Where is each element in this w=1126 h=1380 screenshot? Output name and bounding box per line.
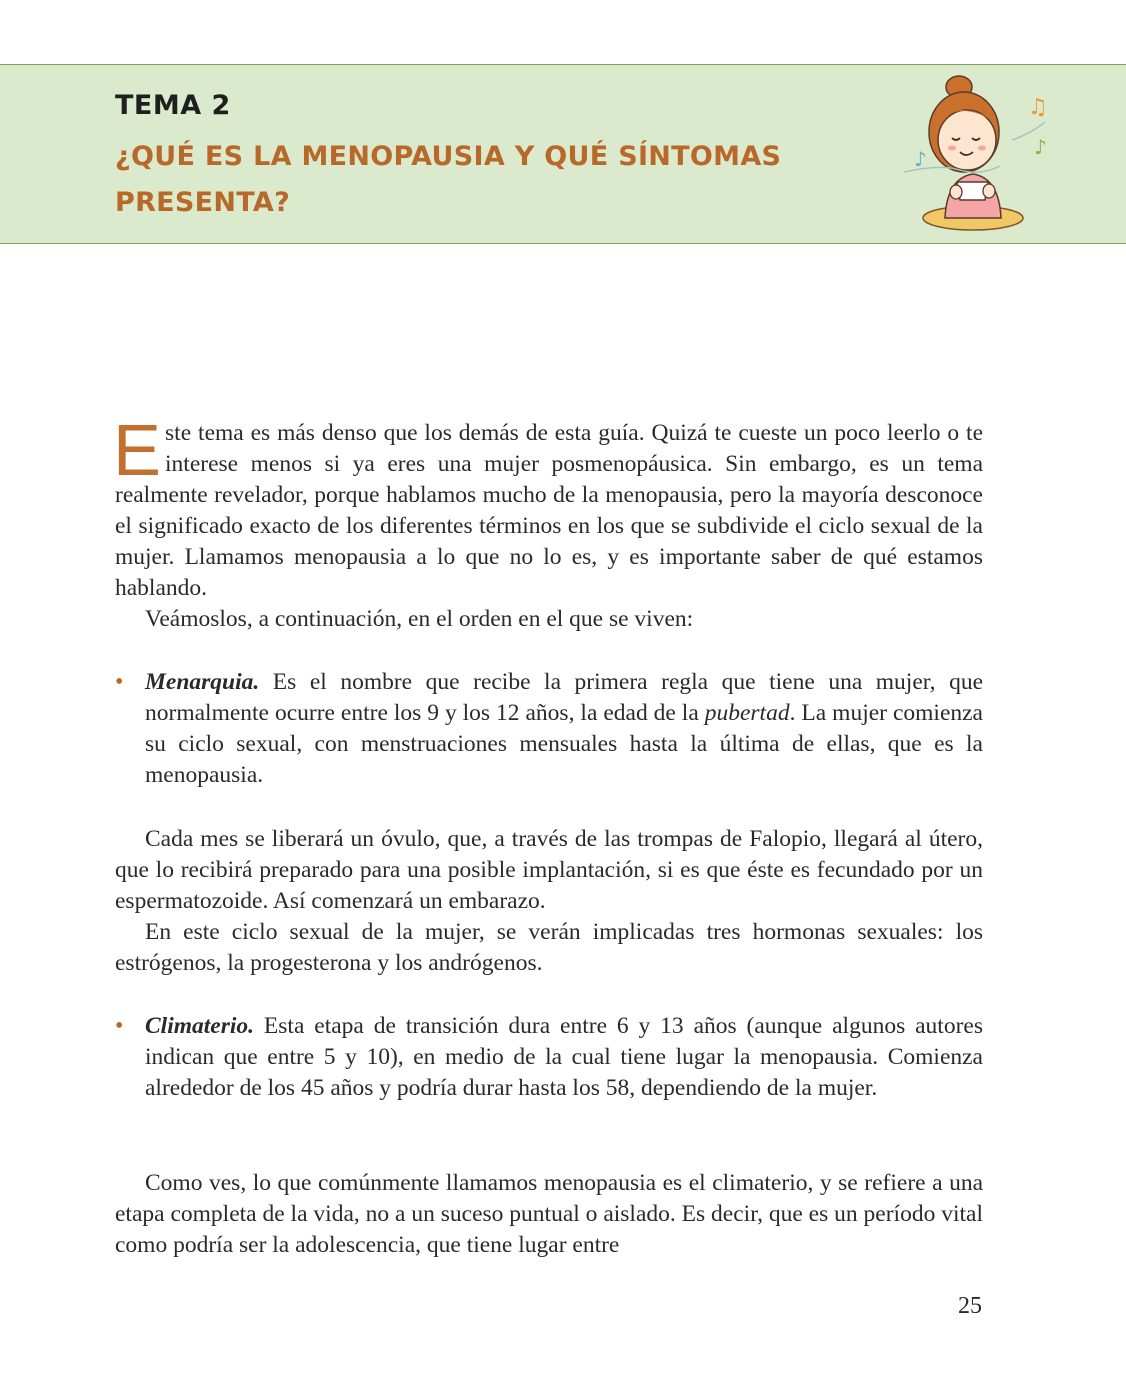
middle-section: [115, 824, 983, 979]
bullet-menarquia: [115, 667, 983, 791]
page-number: 25: [958, 1293, 982, 1319]
closing-section: [115, 1168, 983, 1261]
bullet-text-end: . La mujer comienza su ciclo sexual, con menstruaciones mensuales hasta la última de ellas, que es la menopausia.: [145, 700, 983, 788]
svg-text:♪: ♪: [914, 147, 927, 171]
bullet-icon: •: [115, 669, 124, 695]
paragraph-hormonas: En este ciclo sexual de la mujer, se verán implicadas tres hormonas sexuales: los estrógenos, la progesterona y los andrógenos.: [115, 919, 983, 976]
list-item: [115, 1011, 983, 1104]
svg-text:♪: ♪: [1034, 135, 1047, 159]
topic-title: ¿QUÉ ES LA MENOPAUSIA Y QUÉ SÍNTOMAS PRESENTA?: [115, 141, 782, 218]
drop-cap: E: [113, 411, 162, 491]
woman-drinking-tea-illustration: [900, 70, 1060, 236]
bullet-climaterio: [115, 1011, 983, 1104]
bullet-icon: •: [115, 1013, 124, 1039]
bullet-text: Esta etapa de transición dura entre 6 y 13 años (aunque algunos autores indican que entre 5 y 10), en medio de la cual tiene lugar la menopausia. Comienza alrededor de los 45 años y podría durar hasta los 58, dependiendo de la mujer.: [145, 1013, 983, 1101]
paragraph-ovulo: Cada mes se liberará un óvulo, que, a través de las trompas de Falopio, llegará al útero, que lo recibirá preparado para una posible implantación, si es que éste es fecundado por un espermatozoide. Así comenzará un embarazo.: [115, 826, 983, 914]
paragraph-closing: Como ves, lo que comúnmente llamamos menopausia es el climaterio, y se refiere a una etapa completa de la vida, no a un suceso puntual o aislado. Es decir, que es un período vital como podría ser la adolescencia, que tiene lugar entre: [115, 1170, 983, 1258]
bullet-term: Menarquia.: [145, 669, 260, 695]
bullet-term: Climaterio.: [145, 1013, 255, 1039]
topic-number-label: TEMA 2: [115, 90, 231, 121]
intro-paragraph: [113, 411, 983, 604]
list-item: [115, 667, 983, 791]
intro-section: [113, 411, 983, 635]
intro-text: ste tema es más denso que los demás de esta guía. Quizá te cueste un poco leerlo o te interese menos si ya eres una mujer posmenopáusica. Sin embargo, es un tema realmente revelador, porque hablamos mucho de la menopausia, pero la mayoría desconoce el significado exacto de los diferentes términos en los que se subdivide el ciclo sexual de la mujer. Llamamos menopausia a lo que no lo es, y es importante saber de qué estamos hablando.: [115, 420, 983, 601]
italic-term: pubertad: [704, 700, 790, 726]
intro-lead-in: Veámoslos, a continuación, en el orden en el que se viven:: [145, 606, 694, 632]
svg-text:♫: ♫: [1028, 95, 1048, 120]
bullet-text: Es el nombre que recibe la primera regla que tiene una mujer, que normalmente ocurre entre los 9 y los 12 años, la edad de la: [145, 669, 983, 726]
